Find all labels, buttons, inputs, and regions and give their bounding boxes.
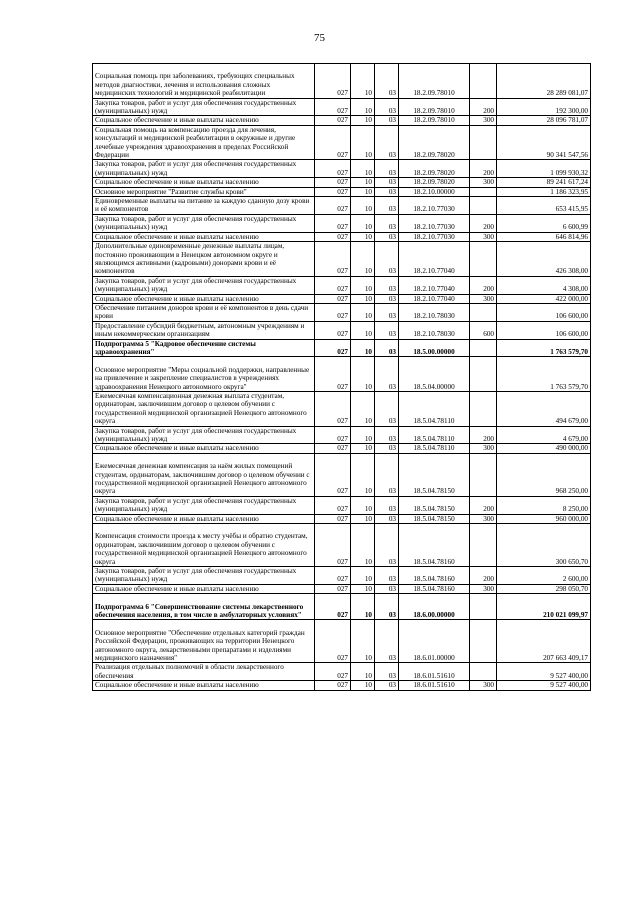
ministry-code-cell: 027 bbox=[315, 276, 351, 294]
table-row bbox=[93, 178, 591, 187]
ministry-code-cell: 027 bbox=[315, 594, 351, 620]
ministry-code-cell: 027 bbox=[315, 303, 351, 321]
item-name-cell: Подпрограмма 6 "Совершенствование системы лекарственного обеспечения населения, в том числе в амбулаторных условиях" bbox=[93, 594, 315, 620]
article-code-cell: 18.5.04.00000 bbox=[399, 357, 470, 392]
expense-type-code-cell bbox=[470, 524, 497, 567]
ministry-code-cell: 027 bbox=[315, 160, 351, 178]
ministry-code-cell: 027 bbox=[315, 116, 351, 125]
budget-table-body bbox=[93, 64, 591, 691]
ministry-code-cell: 027 bbox=[315, 339, 351, 357]
subsection-code-cell: 03 bbox=[375, 98, 399, 116]
article-code-cell: 18.2.10.77040 bbox=[399, 276, 470, 294]
ministry-code-cell: 027 bbox=[315, 681, 351, 690]
item-name-cell: Социальное обеспечение и иные выплаты населению bbox=[93, 514, 315, 523]
subsection-code-cell: 03 bbox=[375, 242, 399, 277]
subsection-code-cell: 03 bbox=[375, 567, 399, 585]
amount-cell: 1 186 323,95 bbox=[497, 187, 591, 196]
ministry-code-cell: 027 bbox=[315, 496, 351, 514]
table-row bbox=[93, 496, 591, 514]
ministry-code-cell: 027 bbox=[315, 567, 351, 585]
article-code-cell: 18.2.10.77030 bbox=[399, 232, 470, 241]
item-name-cell: Ежемесячная компенсационная денежная выплата студентам, ординаторам, заключившим договор о целевом обучении с государственной медицинской организацией Ненецкого автономного округа bbox=[93, 391, 315, 426]
subsection-code-cell: 03 bbox=[375, 594, 399, 620]
item-name-cell: Подпрограмма 5 "Кадровое обеспечение системы здравоохранения" bbox=[93, 339, 315, 357]
subsection-code-cell: 03 bbox=[375, 125, 399, 160]
page-number: 75 bbox=[314, 32, 325, 44]
table-row bbox=[93, 303, 591, 321]
article-code-cell: 18.5.04.78160 bbox=[399, 584, 470, 593]
amount-cell: 192 300,00 bbox=[497, 98, 591, 116]
article-code-cell: 18.2.09.78020 bbox=[399, 178, 470, 187]
item-name-cell: Основное мероприятие "Развитие службы крови" bbox=[93, 187, 315, 196]
ministry-code-cell: 027 bbox=[315, 321, 351, 339]
amount-cell: 4 679,00 bbox=[497, 426, 591, 444]
section-code-cell: 10 bbox=[351, 294, 375, 303]
expense-type-code-cell bbox=[470, 303, 497, 321]
amount-cell: 90 341 547,56 bbox=[497, 125, 591, 160]
subsection-code-cell: 03 bbox=[375, 453, 399, 496]
amount-cell: 28 096 781,07 bbox=[497, 116, 591, 125]
expense-type-code-cell: 200 bbox=[470, 567, 497, 585]
expense-type-code-cell bbox=[470, 64, 497, 99]
ministry-code-cell: 027 bbox=[315, 125, 351, 160]
table-row bbox=[93, 294, 591, 303]
article-code-cell: 18.6.00.00000 bbox=[399, 594, 470, 620]
expense-type-code-cell: 300 bbox=[470, 294, 497, 303]
expense-type-code-cell: 300 bbox=[470, 232, 497, 241]
section-code-cell: 10 bbox=[351, 663, 375, 681]
item-name-cell: Предоставление субсидий бюджетным, автономным учреждениям и иным некоммерческим организациям bbox=[93, 321, 315, 339]
item-name-cell: Дополнительные единовременные денежные выплаты лицам, постоянно проживающим в Ненецком автономном округе и являющимся активными (кадровыми) донорами крови и её компонентов bbox=[93, 242, 315, 277]
amount-cell: 1 763 579,70 bbox=[497, 357, 591, 392]
table-row bbox=[93, 125, 591, 160]
ministry-code-cell: 027 bbox=[315, 426, 351, 444]
ministry-code-cell: 027 bbox=[315, 391, 351, 426]
item-name-cell: Социальное обеспечение и иные выплаты населению bbox=[93, 444, 315, 453]
expense-type-code-cell: 300 bbox=[470, 681, 497, 690]
article-code-cell: 18.6.01.00000 bbox=[399, 620, 470, 663]
section-code-cell: 10 bbox=[351, 303, 375, 321]
item-name-cell: Социальное обеспечение и иные выплаты населению bbox=[93, 116, 315, 125]
amount-cell: 210 021 099,97 bbox=[497, 594, 591, 620]
table-row bbox=[93, 444, 591, 453]
table-row bbox=[93, 594, 591, 620]
article-code-cell: 18.2.10.78030 bbox=[399, 321, 470, 339]
subsection-code-cell: 03 bbox=[375, 303, 399, 321]
article-code-cell: 18.5.04.78110 bbox=[399, 391, 470, 426]
item-name-cell: Закупка товаров, работ и услуг для обеспечения государственных (муниципальных) нужд bbox=[93, 160, 315, 178]
subsection-code-cell: 03 bbox=[375, 357, 399, 392]
table-row bbox=[93, 620, 591, 663]
article-code-cell: 18.2.09.78020 bbox=[399, 125, 470, 160]
section-code-cell: 10 bbox=[351, 160, 375, 178]
subsection-code-cell: 03 bbox=[375, 584, 399, 593]
table-row bbox=[93, 64, 591, 99]
expense-type-code-cell bbox=[470, 620, 497, 663]
article-code-cell: 18.2.10.00000 bbox=[399, 187, 470, 196]
table-row bbox=[93, 567, 591, 585]
subsection-code-cell: 03 bbox=[375, 524, 399, 567]
table-row bbox=[93, 98, 591, 116]
amount-cell: 422 000,00 bbox=[497, 294, 591, 303]
expense-type-code-cell bbox=[470, 339, 497, 357]
subsection-code-cell: 03 bbox=[375, 663, 399, 681]
item-name-cell: Закупка товаров, работ и услуг для обеспечения государственных (муниципальных) нужд bbox=[93, 276, 315, 294]
ministry-code-cell: 027 bbox=[315, 294, 351, 303]
item-name-cell: Закупка товаров, работ и услуг для обеспечения государственных (муниципальных) нужд bbox=[93, 496, 315, 514]
article-code-cell: 18.5.04.78160 bbox=[399, 524, 470, 567]
item-name-cell: Обеспечение питанием доноров крови и её компонентов в день сдачи крови bbox=[93, 303, 315, 321]
ministry-code-cell: 027 bbox=[315, 98, 351, 116]
item-name-cell: Закупка товаров, работ и услуг для обеспечения государственных (муниципальных) нужд bbox=[93, 98, 315, 116]
section-code-cell: 10 bbox=[351, 444, 375, 453]
article-code-cell: 18.5.04.78110 bbox=[399, 444, 470, 453]
amount-cell: 646 814,96 bbox=[497, 232, 591, 241]
ministry-code-cell: 027 bbox=[315, 242, 351, 277]
item-name-cell: Единовременные выплаты на питание за каждую сданную дозу крови и её компонентов bbox=[93, 197, 315, 215]
table-row bbox=[93, 116, 591, 125]
subsection-code-cell: 03 bbox=[375, 178, 399, 187]
ministry-code-cell: 027 bbox=[315, 584, 351, 593]
expense-type-code-cell: 200 bbox=[470, 98, 497, 116]
ministry-code-cell: 027 bbox=[315, 214, 351, 232]
expense-type-code-cell bbox=[470, 197, 497, 215]
section-code-cell: 10 bbox=[351, 524, 375, 567]
subsection-code-cell: 03 bbox=[375, 294, 399, 303]
section-code-cell: 10 bbox=[351, 594, 375, 620]
expense-type-code-cell: 200 bbox=[470, 276, 497, 294]
item-name-cell: Социальное обеспечение и иные выплаты населению bbox=[93, 681, 315, 690]
subsection-code-cell: 03 bbox=[375, 276, 399, 294]
table-row bbox=[93, 197, 591, 215]
section-code-cell: 10 bbox=[351, 178, 375, 187]
ministry-code-cell: 027 bbox=[315, 187, 351, 196]
amount-cell: 494 679,00 bbox=[497, 391, 591, 426]
section-code-cell: 10 bbox=[351, 620, 375, 663]
section-code-cell: 10 bbox=[351, 242, 375, 277]
amount-cell: 2 600,00 bbox=[497, 567, 591, 585]
table-row bbox=[93, 242, 591, 277]
amount-cell: 968 250,00 bbox=[497, 453, 591, 496]
expense-type-code-cell: 200 bbox=[470, 426, 497, 444]
item-name-cell: Компенсация стоимости проезда к месту учёбы и обратно студентам, ординаторам, заключившим договор о целевом обучении с государственной медицинской организацией Ненецкого автономного округа bbox=[93, 524, 315, 567]
subsection-code-cell: 03 bbox=[375, 339, 399, 357]
article-code-cell: 18.2.09.78010 bbox=[399, 98, 470, 116]
amount-cell: 298 050,70 bbox=[497, 584, 591, 593]
amount-cell: 28 289 081,07 bbox=[497, 64, 591, 99]
section-code-cell: 10 bbox=[351, 98, 375, 116]
item-name-cell: Реализация отдельных полномочий в области лекарственного обеспечения bbox=[93, 663, 315, 681]
section-code-cell: 10 bbox=[351, 514, 375, 523]
item-name-cell: Социальная помощь на компенсацию проезда для лечения, консультаций и медицинской реабилитации в окружные и другие лечебные учреждения здравоохранения в пределах Российской Федерации bbox=[93, 125, 315, 160]
subsection-code-cell: 03 bbox=[375, 426, 399, 444]
table-row bbox=[93, 391, 591, 426]
budget-table bbox=[92, 63, 591, 691]
subsection-code-cell: 03 bbox=[375, 232, 399, 241]
section-code-cell: 10 bbox=[351, 357, 375, 392]
table-row bbox=[93, 187, 591, 196]
section-code-cell: 10 bbox=[351, 187, 375, 196]
section-code-cell: 10 bbox=[351, 496, 375, 514]
article-code-cell: 18.2.10.77040 bbox=[399, 294, 470, 303]
expense-type-code-cell bbox=[470, 594, 497, 620]
item-name-cell: Социальная помощь при заболеваниях, требующих специальных методов диагностики, лечения и использования сложных медицинских технологий и медицинской реабилитации bbox=[93, 64, 315, 99]
amount-cell: 89 241 617,24 bbox=[497, 178, 591, 187]
section-code-cell: 10 bbox=[351, 197, 375, 215]
article-code-cell: 18.5.04.78150 bbox=[399, 453, 470, 496]
section-code-cell: 10 bbox=[351, 321, 375, 339]
subsection-code-cell: 03 bbox=[375, 321, 399, 339]
amount-cell: 9 527 400,00 bbox=[497, 681, 591, 690]
table-row bbox=[93, 524, 591, 567]
subsection-code-cell: 03 bbox=[375, 391, 399, 426]
article-code-cell: 18.6.01.51610 bbox=[399, 663, 470, 681]
item-name-cell: Социальное обеспечение и иные выплаты населению bbox=[93, 178, 315, 187]
article-code-cell: 18.2.10.77040 bbox=[399, 242, 470, 277]
expense-type-code-cell bbox=[470, 125, 497, 160]
amount-cell: 106 600,00 bbox=[497, 303, 591, 321]
section-code-cell: 10 bbox=[351, 567, 375, 585]
subsection-code-cell: 03 bbox=[375, 514, 399, 523]
amount-cell: 9 527 400,00 bbox=[497, 663, 591, 681]
ministry-code-cell: 027 bbox=[315, 178, 351, 187]
ministry-code-cell: 027 bbox=[315, 514, 351, 523]
section-code-cell: 10 bbox=[351, 391, 375, 426]
item-name-cell: Ежемесячная денежная компенсация за наём жилых помещений студентам, ординаторам, заключившим договор о целевом обучении с государственной медицинской организацией Ненецкого автономного округа bbox=[93, 453, 315, 496]
section-code-cell: 10 bbox=[351, 453, 375, 496]
table-row bbox=[93, 339, 591, 357]
subsection-code-cell: 03 bbox=[375, 187, 399, 196]
expense-type-code-cell: 200 bbox=[470, 496, 497, 514]
table-row bbox=[93, 276, 591, 294]
article-code-cell: 18.2.09.78010 bbox=[399, 116, 470, 125]
table-row bbox=[93, 663, 591, 681]
item-name-cell: Закупка товаров, работ и услуг для обеспечения государственных (муниципальных) нужд bbox=[93, 214, 315, 232]
ministry-code-cell: 027 bbox=[315, 197, 351, 215]
ministry-code-cell: 027 bbox=[315, 357, 351, 392]
table-row bbox=[93, 584, 591, 593]
amount-cell: 1 763 579,70 bbox=[497, 339, 591, 357]
ministry-code-cell: 027 bbox=[315, 64, 351, 99]
amount-cell: 1 099 930,32 bbox=[497, 160, 591, 178]
article-code-cell: 18.5.04.78160 bbox=[399, 567, 470, 585]
item-name-cell: Основное мероприятие "Меры социальной поддержки, направленные на привлечение и закрепление специалистов в учреждениях здравоохранения Ненецкого автономного округа" bbox=[93, 357, 315, 392]
article-code-cell: 18.5.04.78110 bbox=[399, 426, 470, 444]
ministry-code-cell: 027 bbox=[315, 444, 351, 453]
expense-type-code-cell bbox=[470, 357, 497, 392]
subsection-code-cell: 03 bbox=[375, 64, 399, 99]
article-code-cell: 18.6.01.51610 bbox=[399, 681, 470, 690]
item-name-cell: Закупка товаров, работ и услуг для обеспечения государственных (муниципальных) нужд bbox=[93, 567, 315, 585]
amount-cell: 207 663 409,17 bbox=[497, 620, 591, 663]
expense-type-code-cell: 200 bbox=[470, 214, 497, 232]
expense-type-code-cell: 300 bbox=[470, 178, 497, 187]
ministry-code-cell: 027 bbox=[315, 663, 351, 681]
expense-type-code-cell: 300 bbox=[470, 514, 497, 523]
article-code-cell: 18.2.09.78020 bbox=[399, 160, 470, 178]
expense-type-code-cell bbox=[470, 453, 497, 496]
article-code-cell: 18.5.04.78150 bbox=[399, 496, 470, 514]
table-row bbox=[93, 357, 591, 392]
expense-type-code-cell bbox=[470, 663, 497, 681]
subsection-code-cell: 03 bbox=[375, 160, 399, 178]
section-code-cell: 10 bbox=[351, 116, 375, 125]
section-code-cell: 10 bbox=[351, 339, 375, 357]
section-code-cell: 10 bbox=[351, 64, 375, 99]
expense-type-code-cell: 300 bbox=[470, 584, 497, 593]
table-row bbox=[93, 214, 591, 232]
table-row bbox=[93, 514, 591, 523]
subsection-code-cell: 03 bbox=[375, 496, 399, 514]
section-code-cell: 10 bbox=[351, 584, 375, 593]
section-code-cell: 10 bbox=[351, 125, 375, 160]
section-code-cell: 10 bbox=[351, 426, 375, 444]
subsection-code-cell: 03 bbox=[375, 620, 399, 663]
amount-cell: 490 000,00 bbox=[497, 444, 591, 453]
subsection-code-cell: 03 bbox=[375, 116, 399, 125]
ministry-code-cell: 027 bbox=[315, 620, 351, 663]
subsection-code-cell: 03 bbox=[375, 681, 399, 690]
table-row bbox=[93, 232, 591, 241]
table-row bbox=[93, 453, 591, 496]
table-row bbox=[93, 681, 591, 690]
ministry-code-cell: 027 bbox=[315, 453, 351, 496]
article-code-cell: 18.2.10.77030 bbox=[399, 197, 470, 215]
amount-cell: 653 415,95 bbox=[497, 197, 591, 215]
item-name-cell: Социальное обеспечение и иные выплаты населению bbox=[93, 232, 315, 241]
article-code-cell: 18.2.09.78010 bbox=[399, 64, 470, 99]
amount-cell: 4 308,00 bbox=[497, 276, 591, 294]
amount-cell: 300 650,70 bbox=[497, 524, 591, 567]
article-code-cell: 18.2.10.77030 bbox=[399, 214, 470, 232]
table-row bbox=[93, 321, 591, 339]
ministry-code-cell: 027 bbox=[315, 232, 351, 241]
expense-type-code-cell bbox=[470, 391, 497, 426]
subsection-code-cell: 03 bbox=[375, 197, 399, 215]
amount-cell: 960 000,00 bbox=[497, 514, 591, 523]
expense-type-code-cell: 200 bbox=[470, 160, 497, 178]
table-row bbox=[93, 160, 591, 178]
item-name-cell: Закупка товаров, работ и услуг для обеспечения государственных (муниципальных) нужд bbox=[93, 426, 315, 444]
item-name-cell: Социальное обеспечение и иные выплаты населению bbox=[93, 584, 315, 593]
table-row bbox=[93, 426, 591, 444]
amount-cell: 8 250,00 bbox=[497, 496, 591, 514]
article-code-cell: 18.5.00.00000 bbox=[399, 339, 470, 357]
article-code-cell: 18.5.04.78150 bbox=[399, 514, 470, 523]
section-code-cell: 10 bbox=[351, 232, 375, 241]
section-code-cell: 10 bbox=[351, 214, 375, 232]
amount-cell: 6 600,99 bbox=[497, 214, 591, 232]
expense-type-code-cell: 300 bbox=[470, 116, 497, 125]
ministry-code-cell: 027 bbox=[315, 524, 351, 567]
expense-type-code-cell: 600 bbox=[470, 321, 497, 339]
subsection-code-cell: 03 bbox=[375, 444, 399, 453]
expense-type-code-cell: 300 bbox=[470, 444, 497, 453]
item-name-cell: Социальное обеспечение и иные выплаты населению bbox=[93, 294, 315, 303]
section-code-cell: 10 bbox=[351, 276, 375, 294]
amount-cell: 426 308,00 bbox=[497, 242, 591, 277]
expense-type-code-cell bbox=[470, 187, 497, 196]
article-code-cell: 18.2.10.78030 bbox=[399, 303, 470, 321]
subsection-code-cell: 03 bbox=[375, 214, 399, 232]
expense-type-code-cell bbox=[470, 242, 497, 277]
amount-cell: 106 600,00 bbox=[497, 321, 591, 339]
item-name-cell: Основное мероприятие "Обеспечение отдельных категорий граждан Российской Федерации, проживающих на территории Ненецкого автономного округа, лекарственными препаратами и изделиями медицинского назначения" bbox=[93, 620, 315, 663]
section-code-cell: 10 bbox=[351, 681, 375, 690]
